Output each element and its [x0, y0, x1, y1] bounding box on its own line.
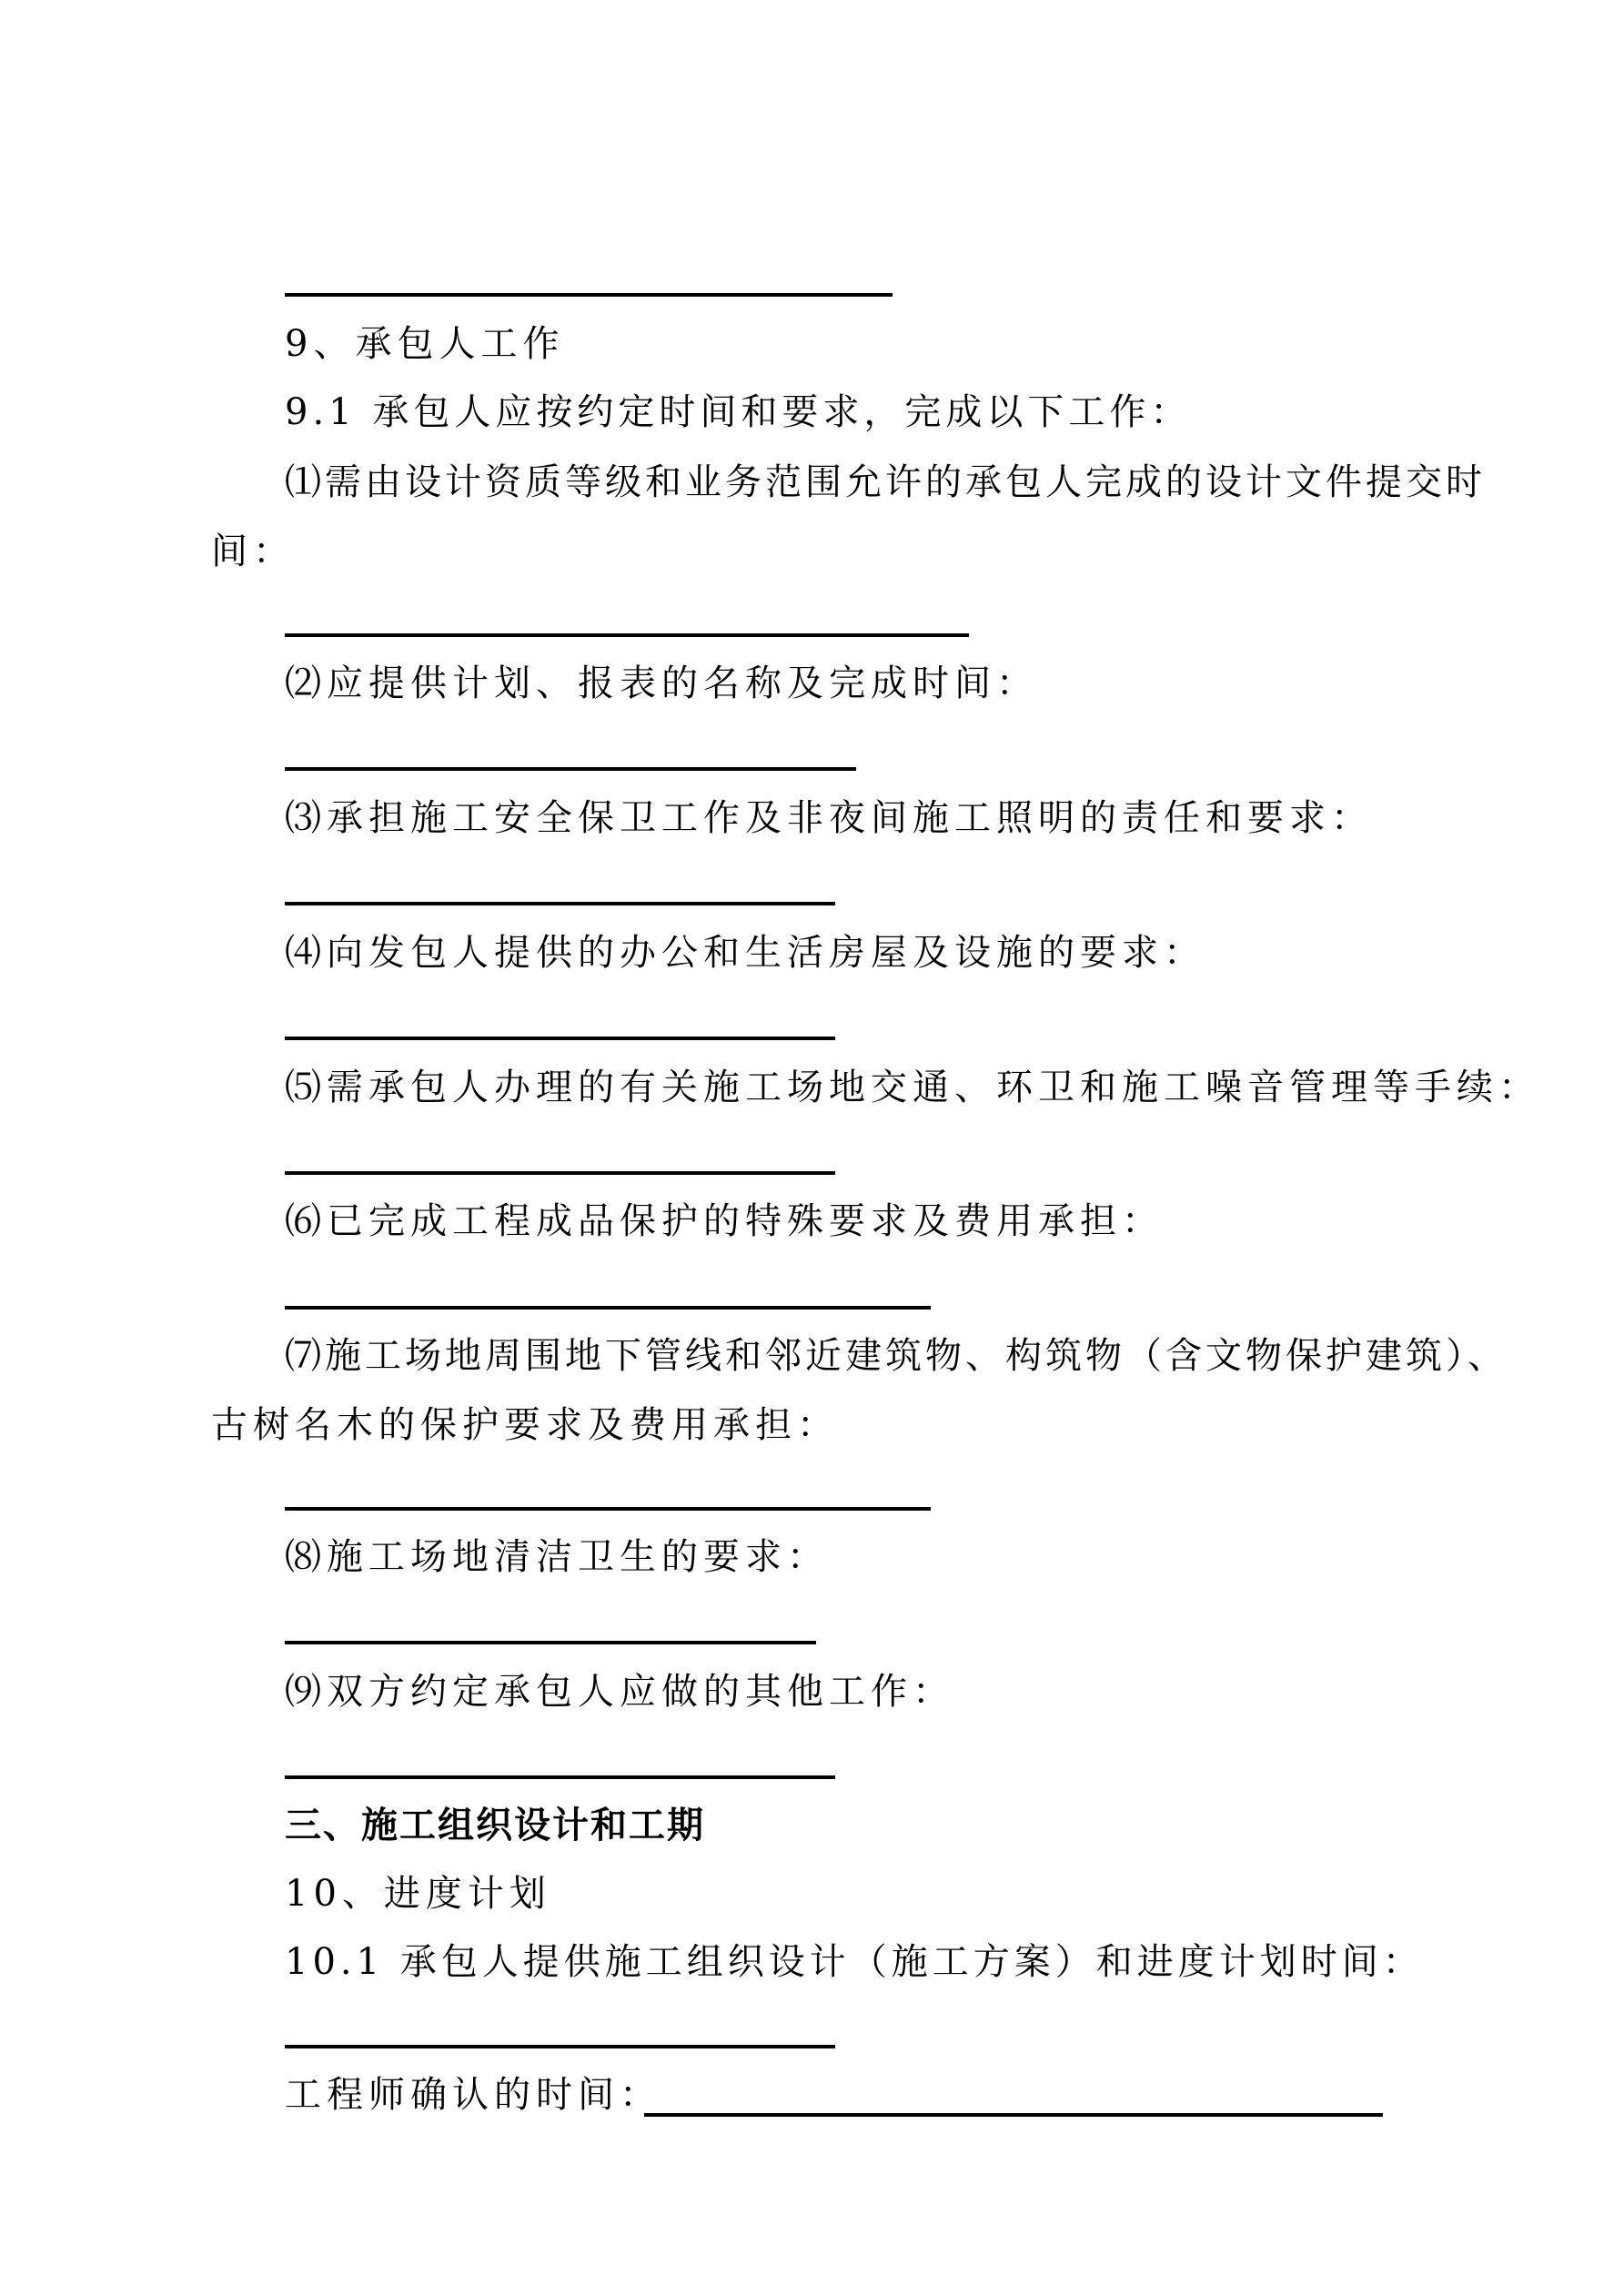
chapter-3-title: 三、施工组织设计和工期 [285, 1804, 705, 1846]
item-1-text: ⑴需由设计资质等级和业务范围允许的承包人完成的设计文件提交时 [285, 461, 1486, 503]
section-9-1-intro: 9.1 承包人应按约定时间和要求，完成以下工作： [285, 391, 1192, 433]
item-1-blank[interactable] [285, 633, 969, 637]
fill-in-blank-top[interactable] [285, 293, 893, 297]
section-10-1-intro: 10.1 承包人提供施工组织设计（施工方案）和进度计划时间： [285, 1941, 1424, 1983]
item-9-blank[interactable] [285, 1775, 835, 1779]
item-7-text-continued: 古树名木的保护要求及费用承担： [211, 1404, 839, 1446]
item-8-text: ⑻施工场地清洁卫生的要求： [285, 1536, 829, 1578]
item-5-blank[interactable] [285, 1171, 835, 1175]
item-7-blank[interactable] [285, 1507, 931, 1511]
item-6-blank[interactable] [285, 1306, 931, 1310]
item-7-text: ⑺施工场地周围地下管线和邻近建筑物、构筑物（含文物保护建筑）、 [285, 1335, 1508, 1377]
item-6-text: ⑹已完成工程成品保护的特殊要求及费用承担： [285, 1200, 1164, 1242]
engineer-confirm-label: 工程师确认的时间： [285, 2074, 661, 2116]
section-10-title: 10、进度计划 [285, 1873, 551, 1915]
item-1-text-continued: 间： [211, 531, 295, 572]
section-10-1-blank[interactable] [285, 2045, 835, 2048]
item-4-blank[interactable] [285, 1037, 835, 1040]
item-2-blank[interactable] [285, 767, 856, 771]
item-3-text: ⑶承担施工安全保卫工作及非夜间施工照明的责任和要求： [285, 797, 1373, 839]
item-5-text: ⑸需承包人办理的有关施工场地交通、环卫和施工噪音管理等手续： [285, 1067, 1540, 1108]
item-4-text: ⑷向发包人提供的办公和生活房屋及设施的要求： [285, 932, 1205, 974]
item-2-text: ⑵应提供计划、报表的名称及完成时间： [285, 663, 1038, 704]
item-8-blank[interactable] [285, 1641, 816, 1644]
section-9-title: 9、承包人工作 [285, 323, 565, 365]
item-9-text: ⑼双方约定承包人应做的其他工作： [285, 1671, 954, 1713]
item-3-blank[interactable] [285, 902, 835, 905]
engineer-confirm-blank[interactable] [644, 2113, 1383, 2117]
